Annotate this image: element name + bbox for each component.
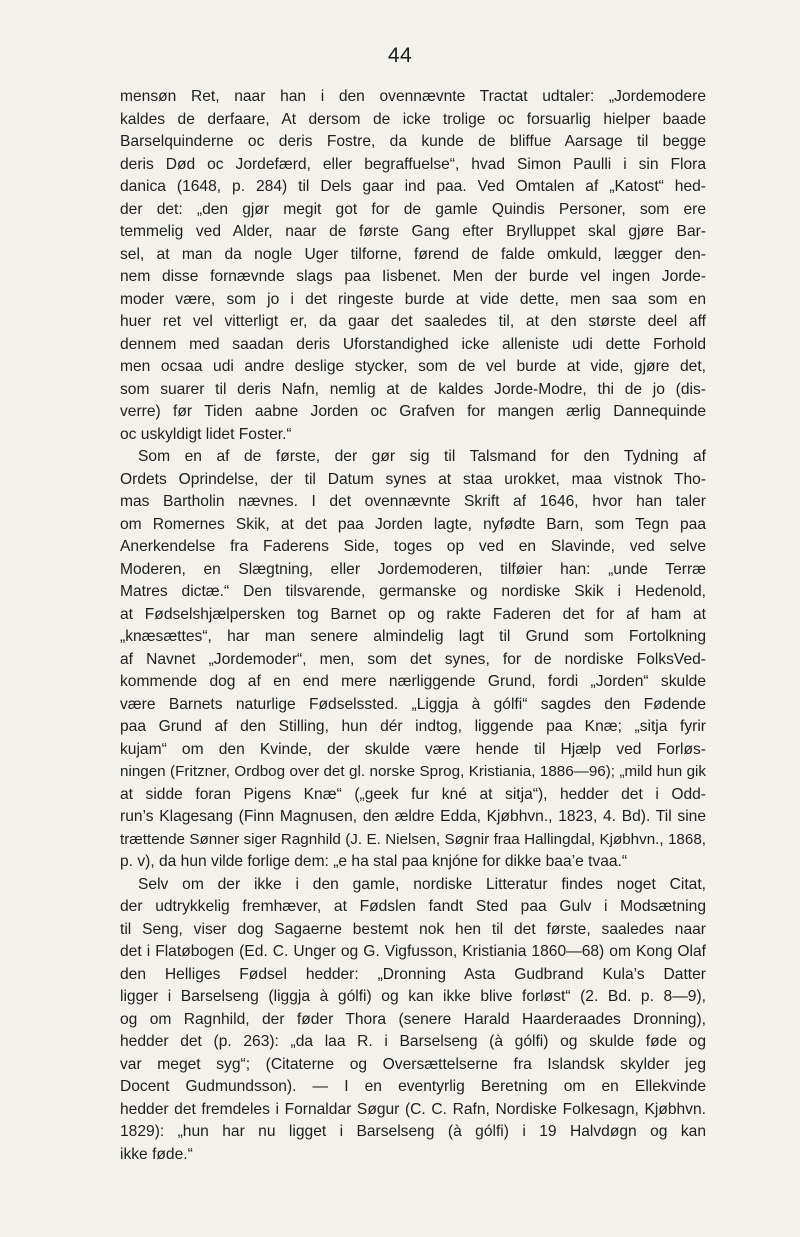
- text-line: Selv om der ikke i den gamle, nordiske Litteratur findes noget Citat,: [138, 875, 706, 893]
- text-line: der det: „den gjør megit got for de gamle Quindis Personer, som ere: [120, 200, 706, 218]
- text-line: ikke føde.“: [120, 1145, 193, 1163]
- text-line: Som en af de første, der gør sig til Talsmand for den Tydning af: [138, 448, 706, 465]
- text-line: paa Grund af den Stilling, hun dér indtog, liggende paa Knæ; „sitja fyrir: [120, 718, 706, 735]
- text-line: til Seng, viser dog Sagaerne bestemt nok hen til det første, saaledes naar: [120, 920, 706, 938]
- text-line: den Helliges Fødsel hedder: „Dronning Asta Gudbrand Kula’s Datter: [120, 965, 706, 983]
- text-line: kaldes de derfaare, At dersom de icke trolige oc forsuarlig hielper baade: [120, 110, 706, 128]
- text-line: ligger i Barselseng (liggja à gólfi) og kan ikke blive forløst“ (2. Bd. p. 8—9),: [120, 988, 706, 1005]
- text-line: om Romernes Skik, at det paa Jorden lagte, nyfødte Barn, som Tegn paa: [120, 515, 706, 533]
- text-line: run’s Klagesang (Finn Magnusen, den ældre Edda, Kjøbhvn., 1823, 4. Bd). Til sine: [120, 808, 706, 825]
- text-line: kommende dog af en end mere nærliggende Grund, fordi „Jorden“ skulde: [120, 673, 706, 690]
- text-line: som suarer til deris Nafn, nemlig at de kaldes Jorde-Modre, thi de jo (dis-: [120, 380, 706, 398]
- text-line: huer ret vel vitterligt er, da gaar det saaledes til, at den største deel aff: [120, 313, 706, 330]
- text-line: kujam“ om den Kvinde, der skulde være hende til Hjælp ved Forløs-: [120, 740, 706, 758]
- text-line: „knæsættes“, har man senere almindelig lagt til Grund som Fortolkning: [120, 628, 706, 645]
- text-line: trættende Sønner siger Ragnhild (J. E. Nielsen, Søgnir fraa Hallingdal, Kjøbhvn., 1868,: [120, 830, 706, 848]
- text-line: deris Død oc Jordefærd, eller begraffuelse“, hvad Simon Paulli i sin Flora: [120, 155, 706, 173]
- text-line: nem disse fornævnde slags paa Iisbenet. Men der burde vel ingen Jorde-: [120, 268, 706, 285]
- text-line: p. v), da hun vilde forlige dem: „e ha stal paa knjóne for dikke baa’e tvaa.“: [120, 853, 628, 870]
- page-number: 44: [387, 44, 413, 67]
- text-line: 1829): „hun har nu ligget i Barselseng (à gólfi) i 19 Halvdøgn og kan: [120, 1123, 706, 1140]
- text-line: Matres dictæ.“ Den tilsvarende, germanske og nordiske Skik i Hedenold,: [120, 583, 706, 600]
- text-line: temmelig ved Alder, naar de første Gang efter Brylluppet skal gjøre Bar-: [120, 223, 706, 240]
- body-text: [120, 86, 706, 1166]
- text-line: være Barnets naturlige Fødselssted. „Liggja à gólfi“ sagdes den Fødende: [120, 695, 706, 713]
- text-line: Barselquinderne oc deris Fostre, da kunde de bliffue Aarsage til begge: [120, 133, 706, 150]
- text-line: at Fødselshjælpersken tog Barnet op og rakte Faderen det for af ham at: [120, 605, 706, 623]
- text-line: at sidde foran Pigens Knæ“ („geek fur kné at sitja“), hedder det i Odd-: [120, 785, 706, 803]
- text-line: hedder det (p. 263): „da laa R. i Barselseng (à gólfi) og skulde føde og: [120, 1033, 706, 1050]
- text-line: men ocsaa udi andre deslige stycker, som de vel burde at vide, gjøre det,: [120, 358, 706, 375]
- text-line: hedder det fremdeles i Fornaldar Søgur (C. C. Rafn, Nordiske Folkesagn, Kjøbhvn.: [120, 1100, 706, 1118]
- text-line: sel, at man da nogle Uger tilforne, førend de falde omkuld, lægger den-: [120, 245, 706, 263]
- text-line: verre) før Tiden aabne Jorden oc Grafven for mangen ærlig Dannequinde: [120, 403, 706, 420]
- text-line: var meget syg“; (Citaterne og Oversættelserne fra Islandsk skylder jeg: [120, 1055, 706, 1073]
- text-line: det i Flatøbogen (Ed. C. Unger og G. Vigfusson, Kristiania 1860—68) om Kong Olaf: [120, 943, 706, 960]
- text-line: oc uskyldigt lidet Foster.“: [120, 425, 292, 443]
- text-line: mas Bartholin nævnes. I det ovennævnte Skrift af 1646, hvor han taler: [120, 493, 706, 510]
- text-line: moder være, som jo i det ringeste burde at vide dette, men saa som en: [120, 290, 706, 308]
- text-line: af Navnet „Jordemoder“, men, som det synes, for de nordiske FolksVed-: [120, 650, 706, 668]
- text-line: Moderen, en Slægtning, eller Jordemoderen, tilføier han: „unde Terræ: [120, 560, 706, 578]
- text-line: der udtrykkelig fremhæver, at Fødslen fandt Sted paa Gulv i Modsætning: [120, 898, 706, 915]
- text-line: dennem med saadan deris Uforstandighed icke alleniste udi dette Forhold: [120, 335, 706, 353]
- text-line: og om Ragnhild, der føder Thora (senere Harald Haarderaades Dronning),: [120, 1010, 706, 1028]
- text-line: danica (1648, p. 284) til Dels gaar ind paa. Ved Omtalen af „Katost“ hed-: [120, 178, 706, 195]
- text-line: Ordets Oprindelse, der til Datum synes at staa urokket, maa vistnok Tho-: [120, 470, 706, 488]
- text-line: mensøn Ret, naar han i den ovennævnte Tractat udtaler: „Jordemodere: [120, 88, 706, 105]
- text-line: ningen (Fritzner, Ordbog over det gl. norske Sprog, Kristiania, 1886—96); „mild hun gik: [120, 763, 706, 780]
- text-line: Anerkendelse fra Faderens Side, toges op ved en Slavinde, ved selve: [120, 538, 706, 555]
- text-line: Docent Gudmundsson). — I en eventyrlig Beretning om en Ellekvinde: [120, 1078, 706, 1095]
